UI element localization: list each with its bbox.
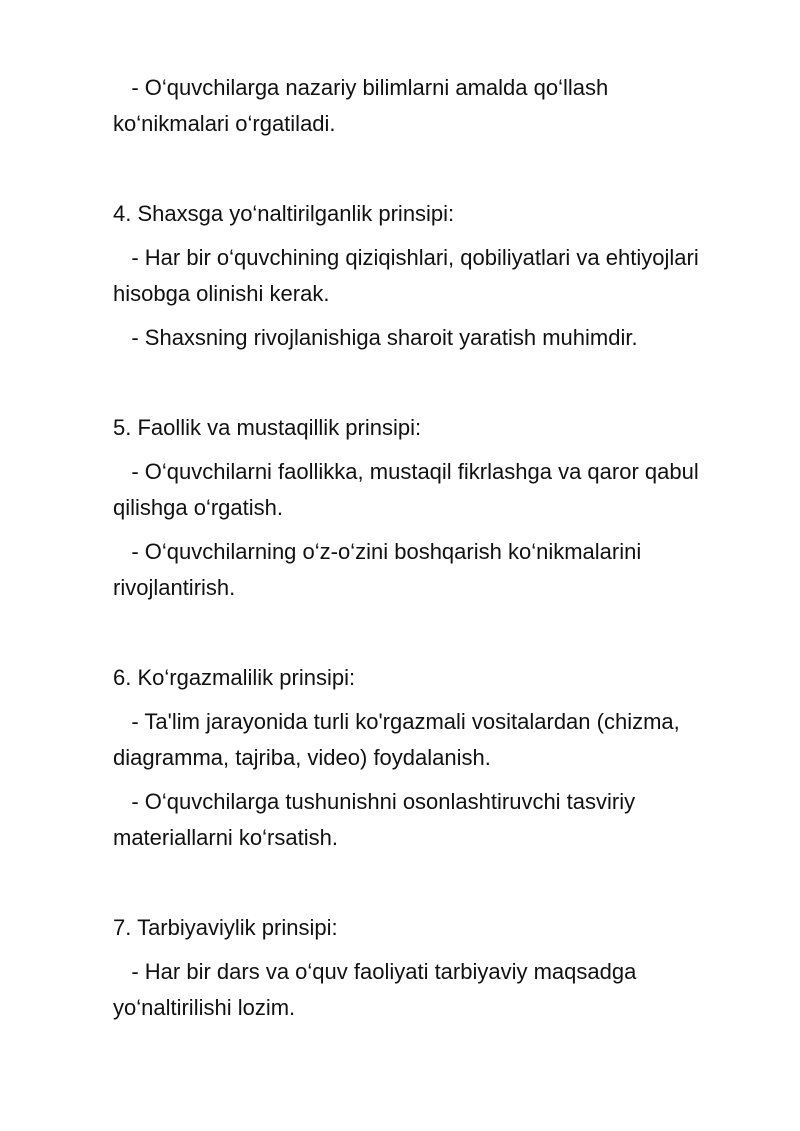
section-heading-5: 5. Faollik va mustaqillik prinsipi:: [113, 415, 422, 440]
section-heading-6: 6. Ko‘rgazmalilik prinsipi:: [113, 665, 356, 690]
bullet-item-self-management: - O‘quvchilarning o‘z-o‘zini boshqarish ko‘nikmalarini rivojlantirish.: [113, 539, 648, 600]
bullet-item-development: - Shaxsning rivojlanishiga sharoit yaratish muhimdir.: [113, 325, 638, 350]
section-heading-4: 4. Shaxsga yo‘naltirilganlik prinsipi:: [113, 201, 455, 226]
bullet-item-theory-practice: - O‘quvchilarga nazariy bilimlarni amalda qo‘llash ko‘nikmalari o‘rgatiladi.: [113, 75, 615, 136]
bullet-item-educational-goal: - Har bir dars va o‘quv faoliyati tarbiyaviy maqsadga yo‘naltirilishi lozim.: [113, 959, 643, 1020]
bullet-item-visual-tools: - Ta'lim jarayonida turli ko'rgazmali vositalardan (chizma, diagramma, tajriba, video) foydalanish.: [113, 709, 686, 770]
bullet-item-visual-materials: - O‘quvchilarga tushunishni osonlashtiruvchi tasviriy materiallarni ko‘rsatish.: [113, 789, 642, 850]
bullet-item-activity: - O‘quvchilarni faollikka, mustaqil fikrlashga va qaror qabul qilishga o‘rgatish.: [113, 459, 705, 520]
bullet-item-interests: - Har bir o‘quvchining qiziqishlari, qobiliyatlari va ehtiyojlari hisobga olinishi kerak.: [113, 245, 705, 306]
section-heading-7: 7. Tarbiyaviylik prinsipi:: [113, 915, 338, 940]
document-page: [113, 70, 713, 1034]
